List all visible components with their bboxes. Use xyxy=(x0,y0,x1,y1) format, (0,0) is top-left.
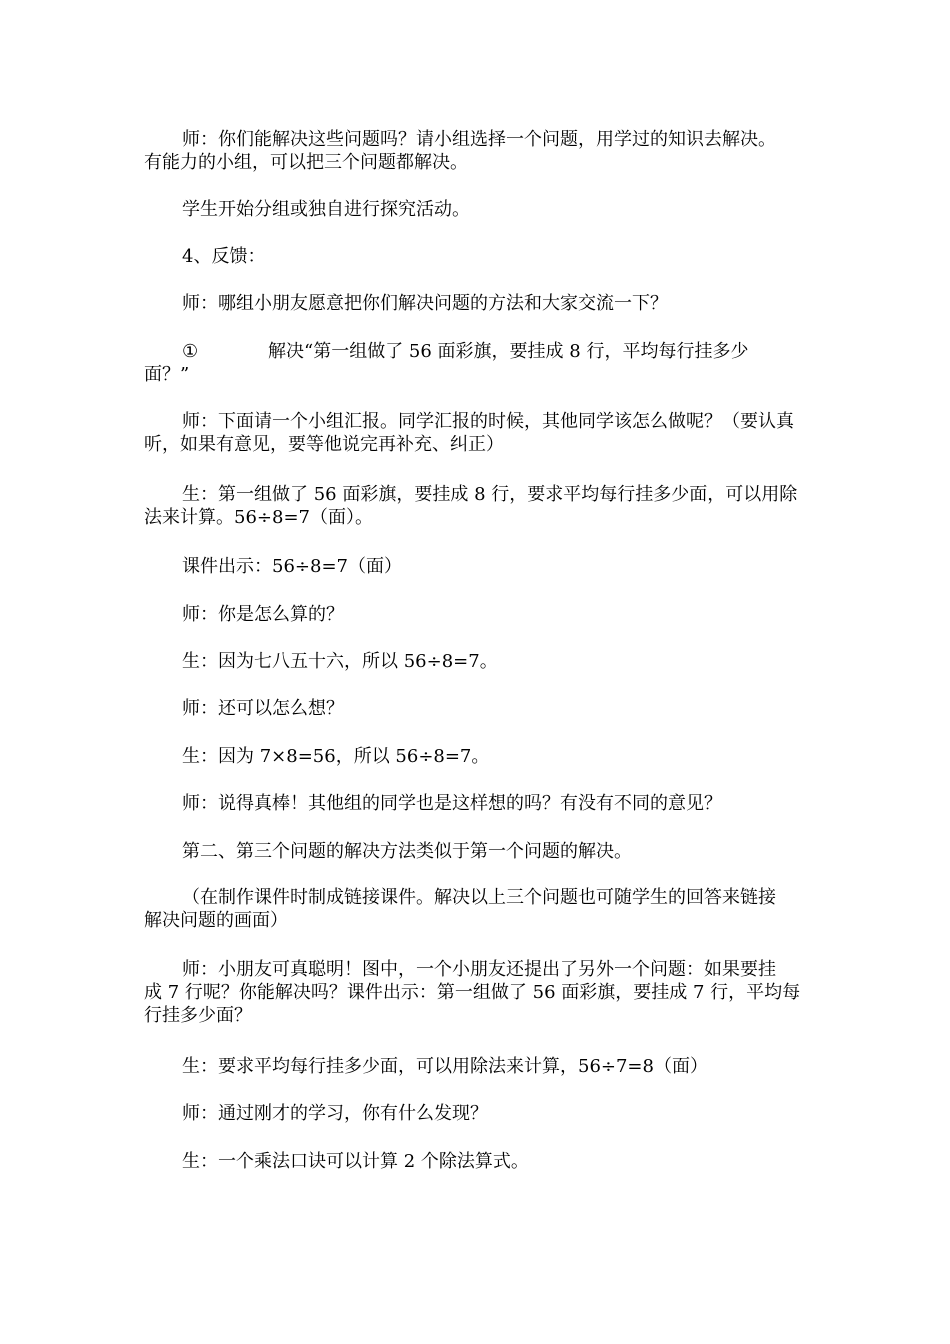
text-line: 听，如果有意见，要等他说完再补充、纠正） xyxy=(144,434,504,455)
text-line: 面？” xyxy=(144,364,190,385)
paragraph-student-conclusion xyxy=(144,1150,812,1173)
paragraph-teacher-share xyxy=(144,292,812,315)
text-line: 生：因为 7×8=56，所以 56÷8=7。 xyxy=(182,746,490,767)
paragraph-teacher-question xyxy=(144,128,812,174)
paragraph-teacher-another-question xyxy=(144,958,812,1027)
text-line: 成 7 行呢？你能解决吗？课件出示：第一组做了 56 面彩旗，要挂成 7 行，平均每 xyxy=(144,982,801,1003)
text-line: 生：要求平均每行挂多少面，可以用除法来计算，56÷7=8（面） xyxy=(182,1056,708,1077)
text-line: 师：小朋友可真聪明！图中，一个小朋友还提出了另外一个问题：如果要挂 xyxy=(182,959,776,980)
text-line: 有能力的小组，可以把三个问题都解决。 xyxy=(144,152,468,173)
text-line xyxy=(144,340,812,363)
text-line: 生：一个乘法口诀可以计算 2 个除法算式。 xyxy=(182,1151,529,1172)
text-line: 师：说得真棒！其他组的同学也是这样想的吗？有没有不同的意见？ xyxy=(182,793,722,814)
paragraph-students-explore xyxy=(144,198,812,221)
paragraph-teacher-how xyxy=(144,603,812,626)
text-line: 解决问题的画面） xyxy=(144,910,288,931)
text-line: 行挂多少面？ xyxy=(144,1005,252,1026)
paragraph-numbered-item xyxy=(144,340,812,386)
text-line: 解决“第一组做了 56 面彩旗，要挂成 8 行，平均每行挂多少 xyxy=(268,341,749,362)
text-line: 师：哪组小朋友愿意把你们解决问题的方法和大家交流一下？ xyxy=(182,293,668,314)
paragraph-feedback-heading xyxy=(144,245,812,268)
paragraph-teacher-report xyxy=(144,410,812,456)
text-line: （在制作课件时制成链接课件。解决以上三个问题也可随学生的回答来链接 xyxy=(182,887,776,908)
paragraph-teacher-other-way xyxy=(144,697,812,720)
paragraph-second-third xyxy=(144,840,812,863)
text-line: 4、反馈： xyxy=(182,246,266,267)
paragraph-teacher-praise xyxy=(144,792,812,815)
paragraph-courseware-note xyxy=(144,886,812,932)
text-line: 生：第一组做了 56 面彩旗，要挂成 8 行，要求平均每行挂多少面，可以用除 xyxy=(182,484,798,505)
paragraph-student-mnemonic xyxy=(144,650,812,673)
list-marker: ① xyxy=(182,341,199,362)
paragraph-student-multiply xyxy=(144,745,812,768)
paragraph-courseware-display xyxy=(144,555,812,578)
text-line: 法来计算。56÷8=7（面）。 xyxy=(144,507,373,528)
paragraph-teacher-discovery xyxy=(144,1102,812,1125)
paragraph-student-division xyxy=(144,1055,812,1078)
text-line: 师：你是怎么算的？ xyxy=(182,604,344,625)
text-line: 学生开始分组或独自进行探究活动。 xyxy=(182,199,470,220)
text-line: 师：下面请一个小组汇报。同学汇报的时候，其他同学该怎么做呢？（要认真 xyxy=(182,411,794,432)
text-line: 师：通过刚才的学习，你有什么发现？ xyxy=(182,1103,488,1124)
text-line: 第二、第三个问题的解决方法类似于第一个问题的解决。 xyxy=(182,841,632,862)
text-line: 课件出示：56÷8=7（面） xyxy=(182,556,402,577)
text-line: 师：还可以怎么想？ xyxy=(182,698,344,719)
paragraph-student-answer xyxy=(144,483,812,529)
text-line: 师：你们能解决这些问题吗？请小组选择一个问题，用学过的知识去解决。 xyxy=(182,129,776,150)
text-line: 生：因为七八五十六，所以 56÷8=7。 xyxy=(182,651,498,672)
